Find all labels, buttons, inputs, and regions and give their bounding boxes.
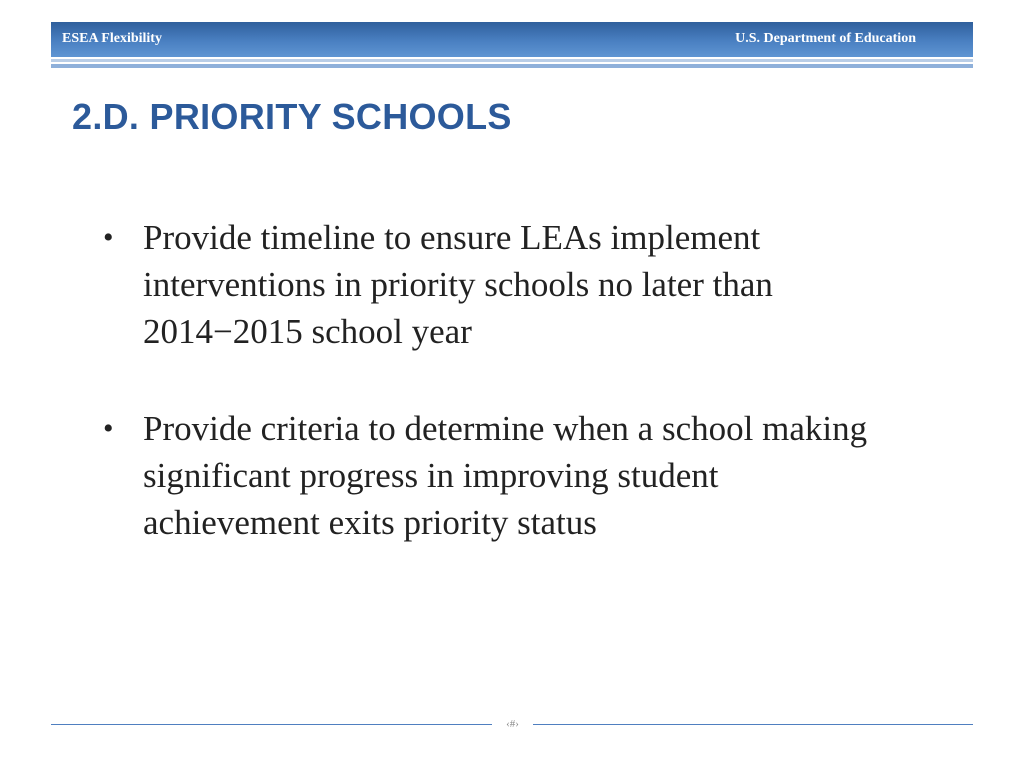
footer-divider-left [51, 724, 492, 725]
bullet-line: interventions in priority schools no later than [143, 265, 773, 304]
header-program-name: ESEA Flexibility [62, 31, 162, 46]
bullet-line: achievement exits priority status [143, 503, 597, 542]
bullet-line: Provide criteria to determine when a school making [143, 409, 868, 448]
slide-number: ‹#› [506, 718, 519, 730]
bullet-list [103, 214, 963, 546]
header-divider [51, 64, 973, 68]
footer-divider-right [533, 724, 973, 725]
bullet-line: significant progress in improving student [143, 456, 719, 495]
bullet-item-timeline [103, 214, 963, 355]
bullet-dot-icon: • [103, 412, 114, 445]
slide-title: 2.D. PRIORITY SCHOOLS [72, 96, 512, 137]
header-divider-light [51, 59, 973, 62]
header-department-name: U.S. Department of Education [735, 31, 916, 46]
header-bar [51, 22, 973, 57]
bullet-line: Provide timeline to ensure LEAs implement [143, 218, 761, 257]
bullet-item-exit-criteria [103, 405, 963, 546]
bullet-dot-icon: • [103, 221, 114, 254]
bullet-line: 2014−2015 school year [143, 312, 472, 351]
